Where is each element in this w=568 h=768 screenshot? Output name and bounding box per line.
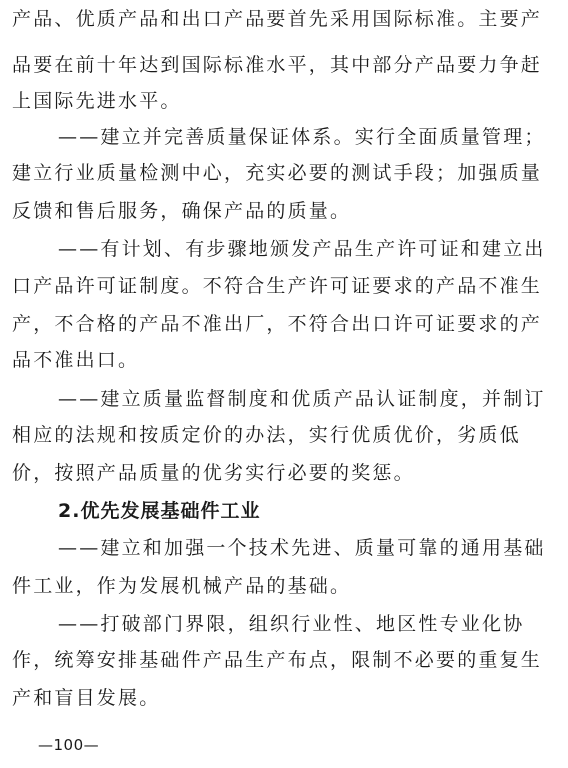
text-line: 价，按照产品质量的优劣实行必要的奖惩。	[12, 462, 415, 484]
text-line: 上国际先进水平。	[12, 90, 182, 112]
paragraph-start-line: ——建立质量监督制度和优质产品认证制度，并制订	[58, 388, 546, 410]
text-line: 产品、优质产品和出口产品要首先采用国际标准。主要产	[12, 8, 543, 30]
paragraph-start-line: ——有计划、有步骤地颁发产品生产许可证和建立出	[58, 238, 546, 260]
text-line: 口产品许可证制度。不符合生产许可证要求的产品不准生	[12, 275, 543, 297]
page-number: —100—	[38, 736, 100, 754]
text-line: 产，不合格的产品不准出厂，不符合出口许可证要求的产	[12, 313, 543, 335]
text-line: 反馈和售后服务，确保产品的质量。	[12, 200, 352, 222]
text-line: 建立行业质量检测中心，充实必要的测试手段；加强质量	[12, 162, 543, 184]
text-line: 相应的法规和按质定价的办法，实行优质优价，劣质低	[12, 424, 521, 446]
text-line: 产和盲目发展。	[12, 687, 161, 709]
text-line: 作，统筹安排基础件产品生产布点，限制不必要的重复生	[12, 649, 543, 671]
text-line: 品不准出口。	[12, 349, 140, 371]
text-line: 品要在前十年达到国际标准水平，其中部分产品要力争赶	[12, 54, 543, 76]
paragraph-start-line: ——建立并完善质量保证体系。实行全面质量管理；	[58, 126, 546, 148]
paragraph-start-line: ——建立和加强一个技术先进、质量可靠的通用基础	[58, 537, 546, 559]
text-line: 件工业，作为发展机械产品的基础。	[12, 575, 352, 597]
section-heading: 2.优先发展基础件工业	[58, 500, 261, 522]
paragraph-start-line: ——打破部门界限，组织行业性、地区性专业化协	[58, 613, 525, 635]
